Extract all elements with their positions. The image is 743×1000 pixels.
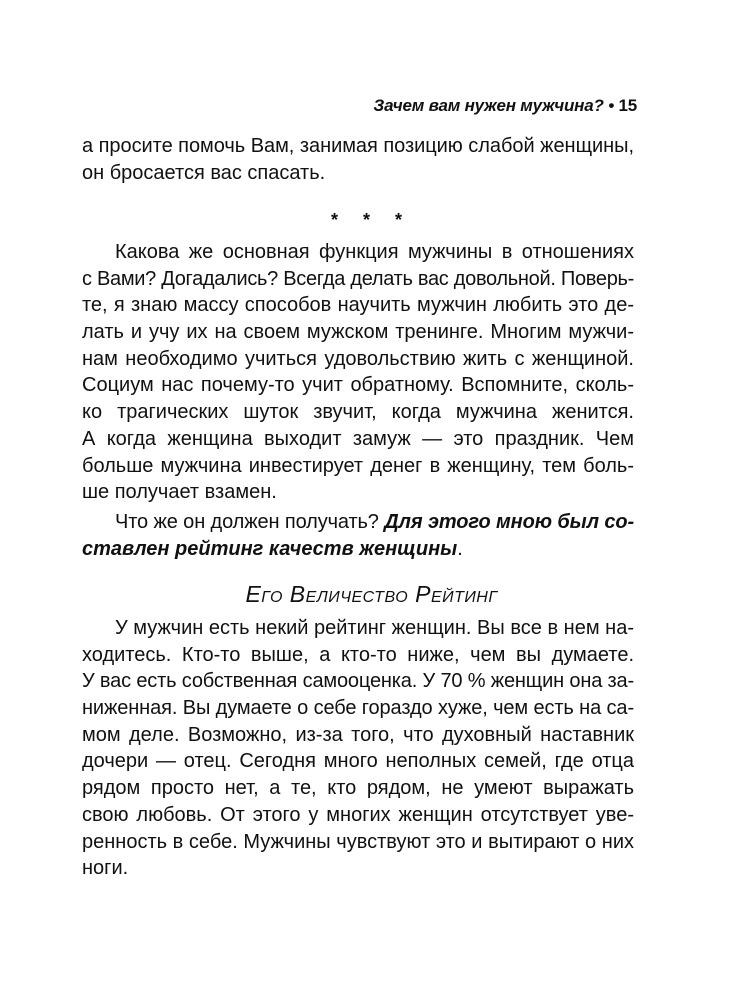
text-line: ше получает взамен. [82, 481, 277, 504]
paragraph-rating [82, 615, 634, 882]
text-line: Социум нас почему-то учит обратному. Вспомните, сколь- [82, 374, 634, 397]
emphasized-text: ставлен рейтинг качеств женщины [82, 537, 458, 560]
text-line [82, 536, 634, 563]
header-title: Зачем вам нужен мужчина? [373, 96, 604, 115]
page-number: 15 [618, 96, 637, 115]
text-line: ноги. [82, 857, 129, 880]
text-line: Какова же основная функция мужчины в отношениях [115, 241, 634, 263]
plain-text: Что же он должен получать? [115, 511, 385, 533]
text-line: рядом просто нет, а те, кто рядом, не умеют выражать [82, 777, 634, 800]
text-line: больше мужчина инвестирует денег в женщину, тем боль- [82, 454, 634, 477]
text-line: он бросается вас спасать. [82, 161, 326, 184]
text-line: ко трагических шуток звучит, когда мужчина женится. [82, 401, 634, 424]
text-line: те, я знаю массу способов научить мужчин любить это де- [82, 294, 634, 317]
text-line [82, 509, 634, 536]
section-divider: * * * [330, 210, 413, 230]
paragraph-function [82, 239, 634, 506]
text-line: а просите помочь Вам, занимая позицию слабой женщины, [82, 135, 634, 157]
text-line: У мужчин есть некий рейтинг женщин. Вы все в нем на- [115, 617, 634, 639]
emphasized-text: Для этого мною был со- [384, 511, 634, 533]
text-line: ходитесь. Кто-то выше, а кто-то ниже, чем вы думаете. [82, 643, 634, 666]
text-line: ренность в себе. Мужчины чувствуют это и вытирают о них [82, 830, 634, 853]
header-separator: • [608, 96, 614, 115]
text-line: ниженная. Вы думаете о себе гораздо хуже, чем есть на са- [82, 697, 634, 720]
text-line: свою любовь. От этого у многих женщин отсутствует уве- [82, 803, 634, 826]
section-heading: Его Величество Рейтинг [245, 581, 498, 607]
text-line: с Вами? Догадались? Всегда делать вас довольной. Поверь- [82, 267, 634, 290]
text-line: А когда женщина выходит замуж — это праздник. Чем [82, 427, 634, 450]
text-line: нам необходимо учиться удовольствию жить с женщиной. [82, 347, 634, 370]
text-line: мом деле. Возможно, из-за того, что духовный наставник [82, 723, 634, 746]
paragraph-continuation [82, 133, 634, 186]
running-header [373, 96, 637, 116]
text-line: дочери — отец. Сегодня много неполных семей, где отца [82, 750, 634, 773]
text-line: У вас есть собственная самооценка. У 70 % женщин она за- [82, 670, 634, 693]
paragraph-question [82, 509, 634, 562]
plain-text: . [457, 537, 463, 560]
text-line: лать и учу их на своем мужском тренинге. Многим мужчи- [82, 321, 634, 344]
